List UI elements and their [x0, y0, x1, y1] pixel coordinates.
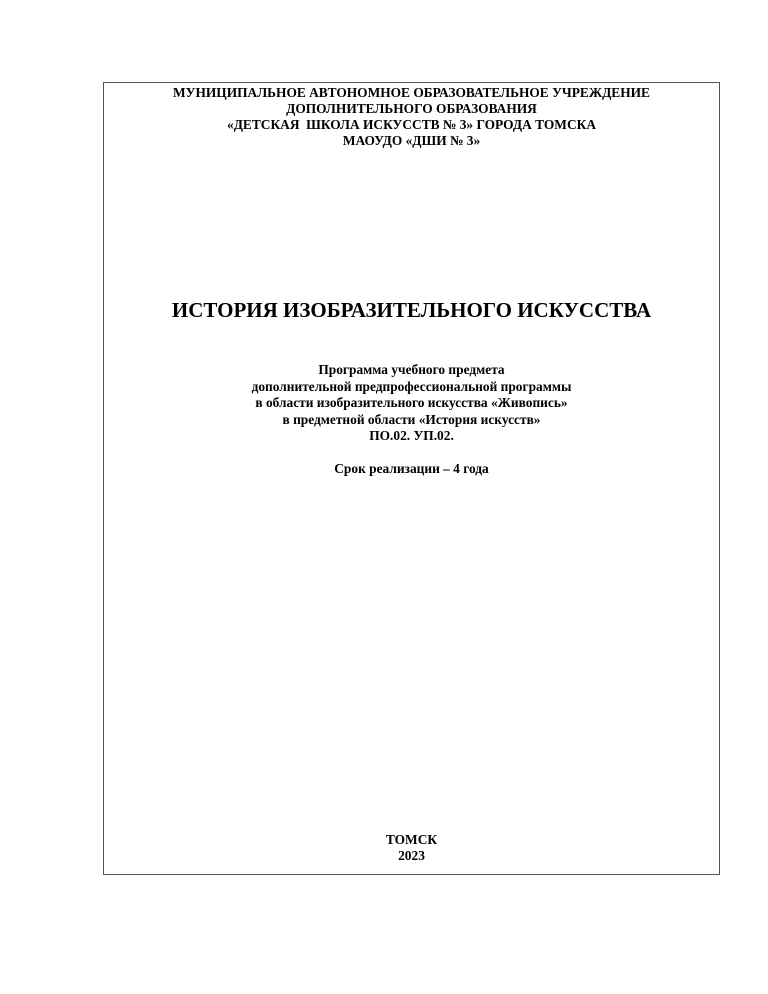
- institution-line: МУНИЦИПАЛЬНОЕ АВТОНОМНОЕ ОБРАЗОВАТЕЛЬНОЕ УЧРЕЖДЕНИЕ: [172, 85, 650, 100]
- title-page-frame: [103, 82, 720, 875]
- footer-city: ТОМСК: [385, 832, 438, 847]
- program-code: ПО.02. УП.02.: [369, 428, 454, 443]
- program-line: в предметной области «История искусств»: [282, 411, 541, 427]
- institution-line: «ДЕТСКАЯ ШКОЛА ИСКУССТВ № 3» ГОРОДА ТОМСКА: [227, 117, 596, 132]
- program-line: Программа учебного предмета: [318, 362, 505, 377]
- document-title: ИСТОРИЯ ИЗОБРАЗИТЕЛЬНОГО ИСКУССТВА: [171, 298, 652, 322]
- duration-text: Срок реализации – 4 года: [334, 461, 489, 476]
- program-line: в области изобразительного искусства «Живопись»: [255, 395, 568, 410]
- institution-line: МАОУДО «ДШИ № 3»: [342, 133, 481, 148]
- institution-header: [104, 85, 719, 149]
- institution-line: ДОПОЛНИТЕЛЬНОГО ОБРАЗОВАНИЯ: [286, 101, 537, 116]
- program-description: [104, 362, 719, 445]
- footer-year: 2023: [398, 848, 425, 863]
- document-footer: [104, 832, 719, 864]
- program-line: дополнительной предпрофессиональной программы: [251, 378, 572, 394]
